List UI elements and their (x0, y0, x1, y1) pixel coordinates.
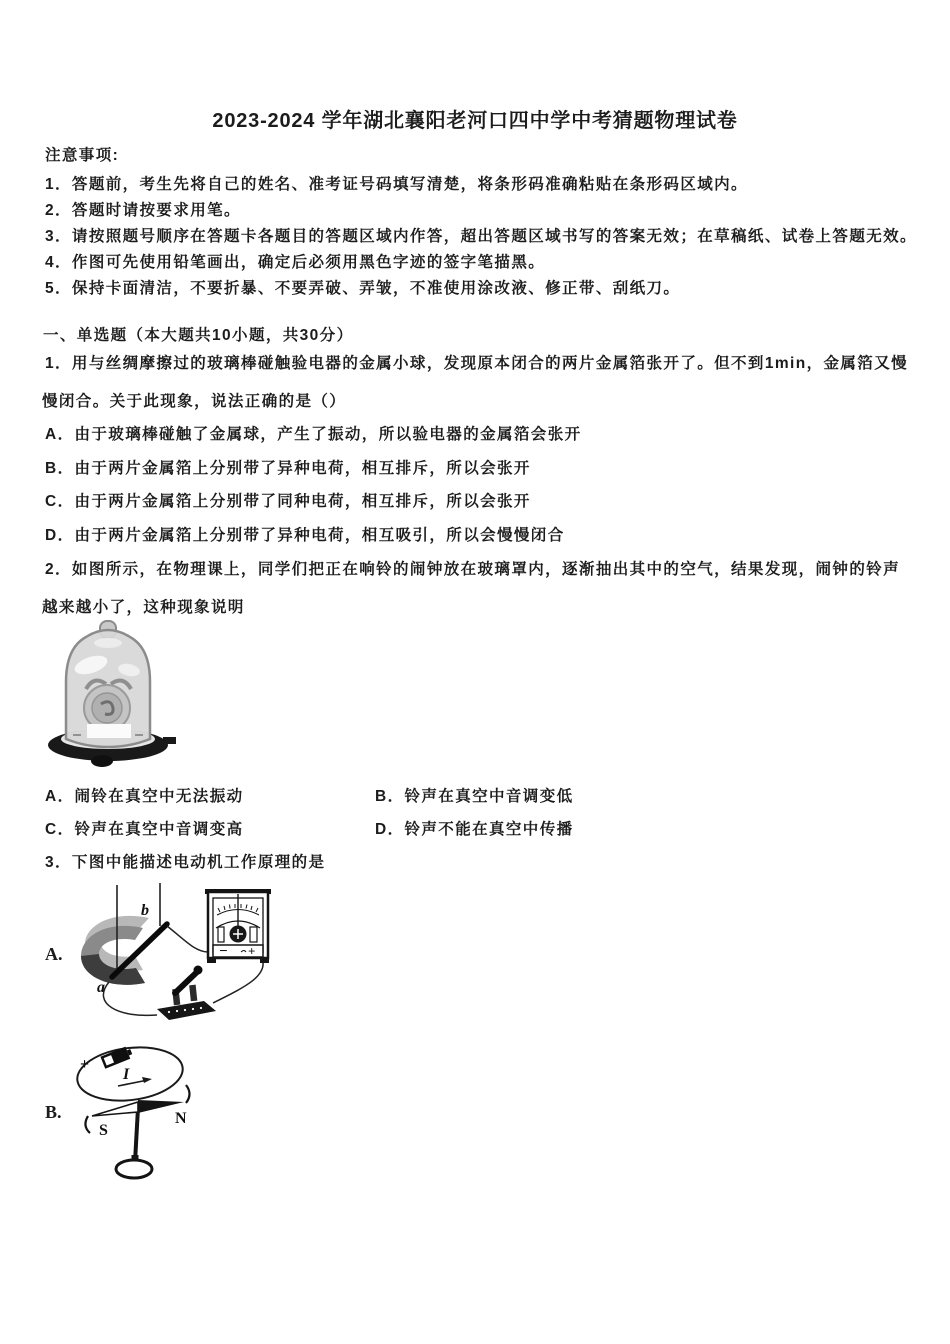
notice-heading: 注意事项: (45, 147, 120, 164)
rod-end-b-label: b (141, 902, 149, 919)
question-1-option-c: C．由于两片金属箔上分别带了同种电荷，相互排斥，所以会张开 (45, 493, 531, 510)
current-label: I (123, 1066, 130, 1083)
figure-a-label: A. (45, 944, 63, 964)
question-3-stem: 3．下图中能描述电动机工作原理的是 (45, 854, 326, 871)
question-2-option-c: C．铃声在真空中音调变高 (45, 821, 244, 838)
battery-plus-label: + (80, 1056, 90, 1073)
battery (80, 1041, 139, 1073)
question-2-option-a: A．闹铃在真空中无法振动 (45, 788, 244, 805)
needle-stand (116, 1108, 152, 1178)
question-1-option-d: D．由于两片金属箔上分别带了异种电荷，相互吸引，所以会慢慢闭合 (45, 527, 565, 544)
notice-item-1: 1．答题前，考生先将自己的姓名、准考证号码填写清楚，将条形码准确粘贴在条形码区域内。 (45, 176, 748, 193)
notice-item-2: 2．答题时请按要求用笔。 (45, 202, 241, 219)
meter-plus-terminal-label: + (248, 943, 256, 959)
notice-item-3: 3．请按照题号顺序在答题卡各题目的答题区域内作答，超出答题区域书写的答案无效；在草稿纸、试卷上答题无效。 (45, 228, 917, 245)
meter-minus-terminal-label: − (219, 943, 228, 960)
page-title: 2023-2024 学年湖北襄阳老河口四中学中考猜题物理试卷 (212, 110, 738, 132)
south-pole-label: S (99, 1122, 108, 1139)
question-1-stem-line-2: 慢闭合。关于此现象，说法正确的是（） (42, 393, 347, 410)
oersted-experiment-figure (72, 1036, 202, 1186)
knife-switch (157, 966, 216, 1021)
question-2-option-d: D．铃声不能在真空中传播 (375, 821, 574, 838)
question-2-option-b: B．铃声在真空中音调变低 (375, 788, 574, 805)
battery-minus-label: − (130, 1041, 139, 1057)
section-heading: 一、单选题（本大题共10小题，共30分） (43, 327, 354, 344)
rod-end-a-label: a (97, 979, 105, 996)
notice-item-5: 5．保持卡面清洁，不要折暴、不要弄破、弄皱，不准使用涂改液、修正带、刮纸刀。 (45, 280, 681, 297)
north-pole-label: N (175, 1110, 187, 1127)
question-2-stem-line-2: 越来越小了，这种现象说明 (42, 599, 245, 616)
question-1-option-b: B．由于两片金属箔上分别带了异种电荷，相互排斥，所以会张开 (45, 460, 531, 477)
figure-b-label: B. (45, 1102, 62, 1122)
notice-item-4: 4．作图可先使用铅笔画出，确定后必须用黑色字迹的签字笔描黑。 (45, 254, 546, 271)
question-1-option-a: A．由于玻璃棒碰触了金属球，产生了振动，所以验电器的金属箔会张开 (45, 426, 582, 443)
galvanometer (205, 889, 271, 963)
question-1-stem-line-1: 1．用与丝绸摩擦过的玻璃棒碰触验电器的金属小球，发现原本闭合的两片金属箔张开了。但不到1min，金属箔又慢 (45, 355, 909, 372)
electromagnetic-induction-figure (57, 882, 287, 1022)
question-2-stem-line-1: 2．如图所示，在物理课上，同学们把正在响铃的闹钟放在玻璃罩内，逐渐抽出其中的空气，结果发现，闹钟的铃声 (45, 561, 901, 578)
bell-jar-figure (45, 618, 177, 770)
